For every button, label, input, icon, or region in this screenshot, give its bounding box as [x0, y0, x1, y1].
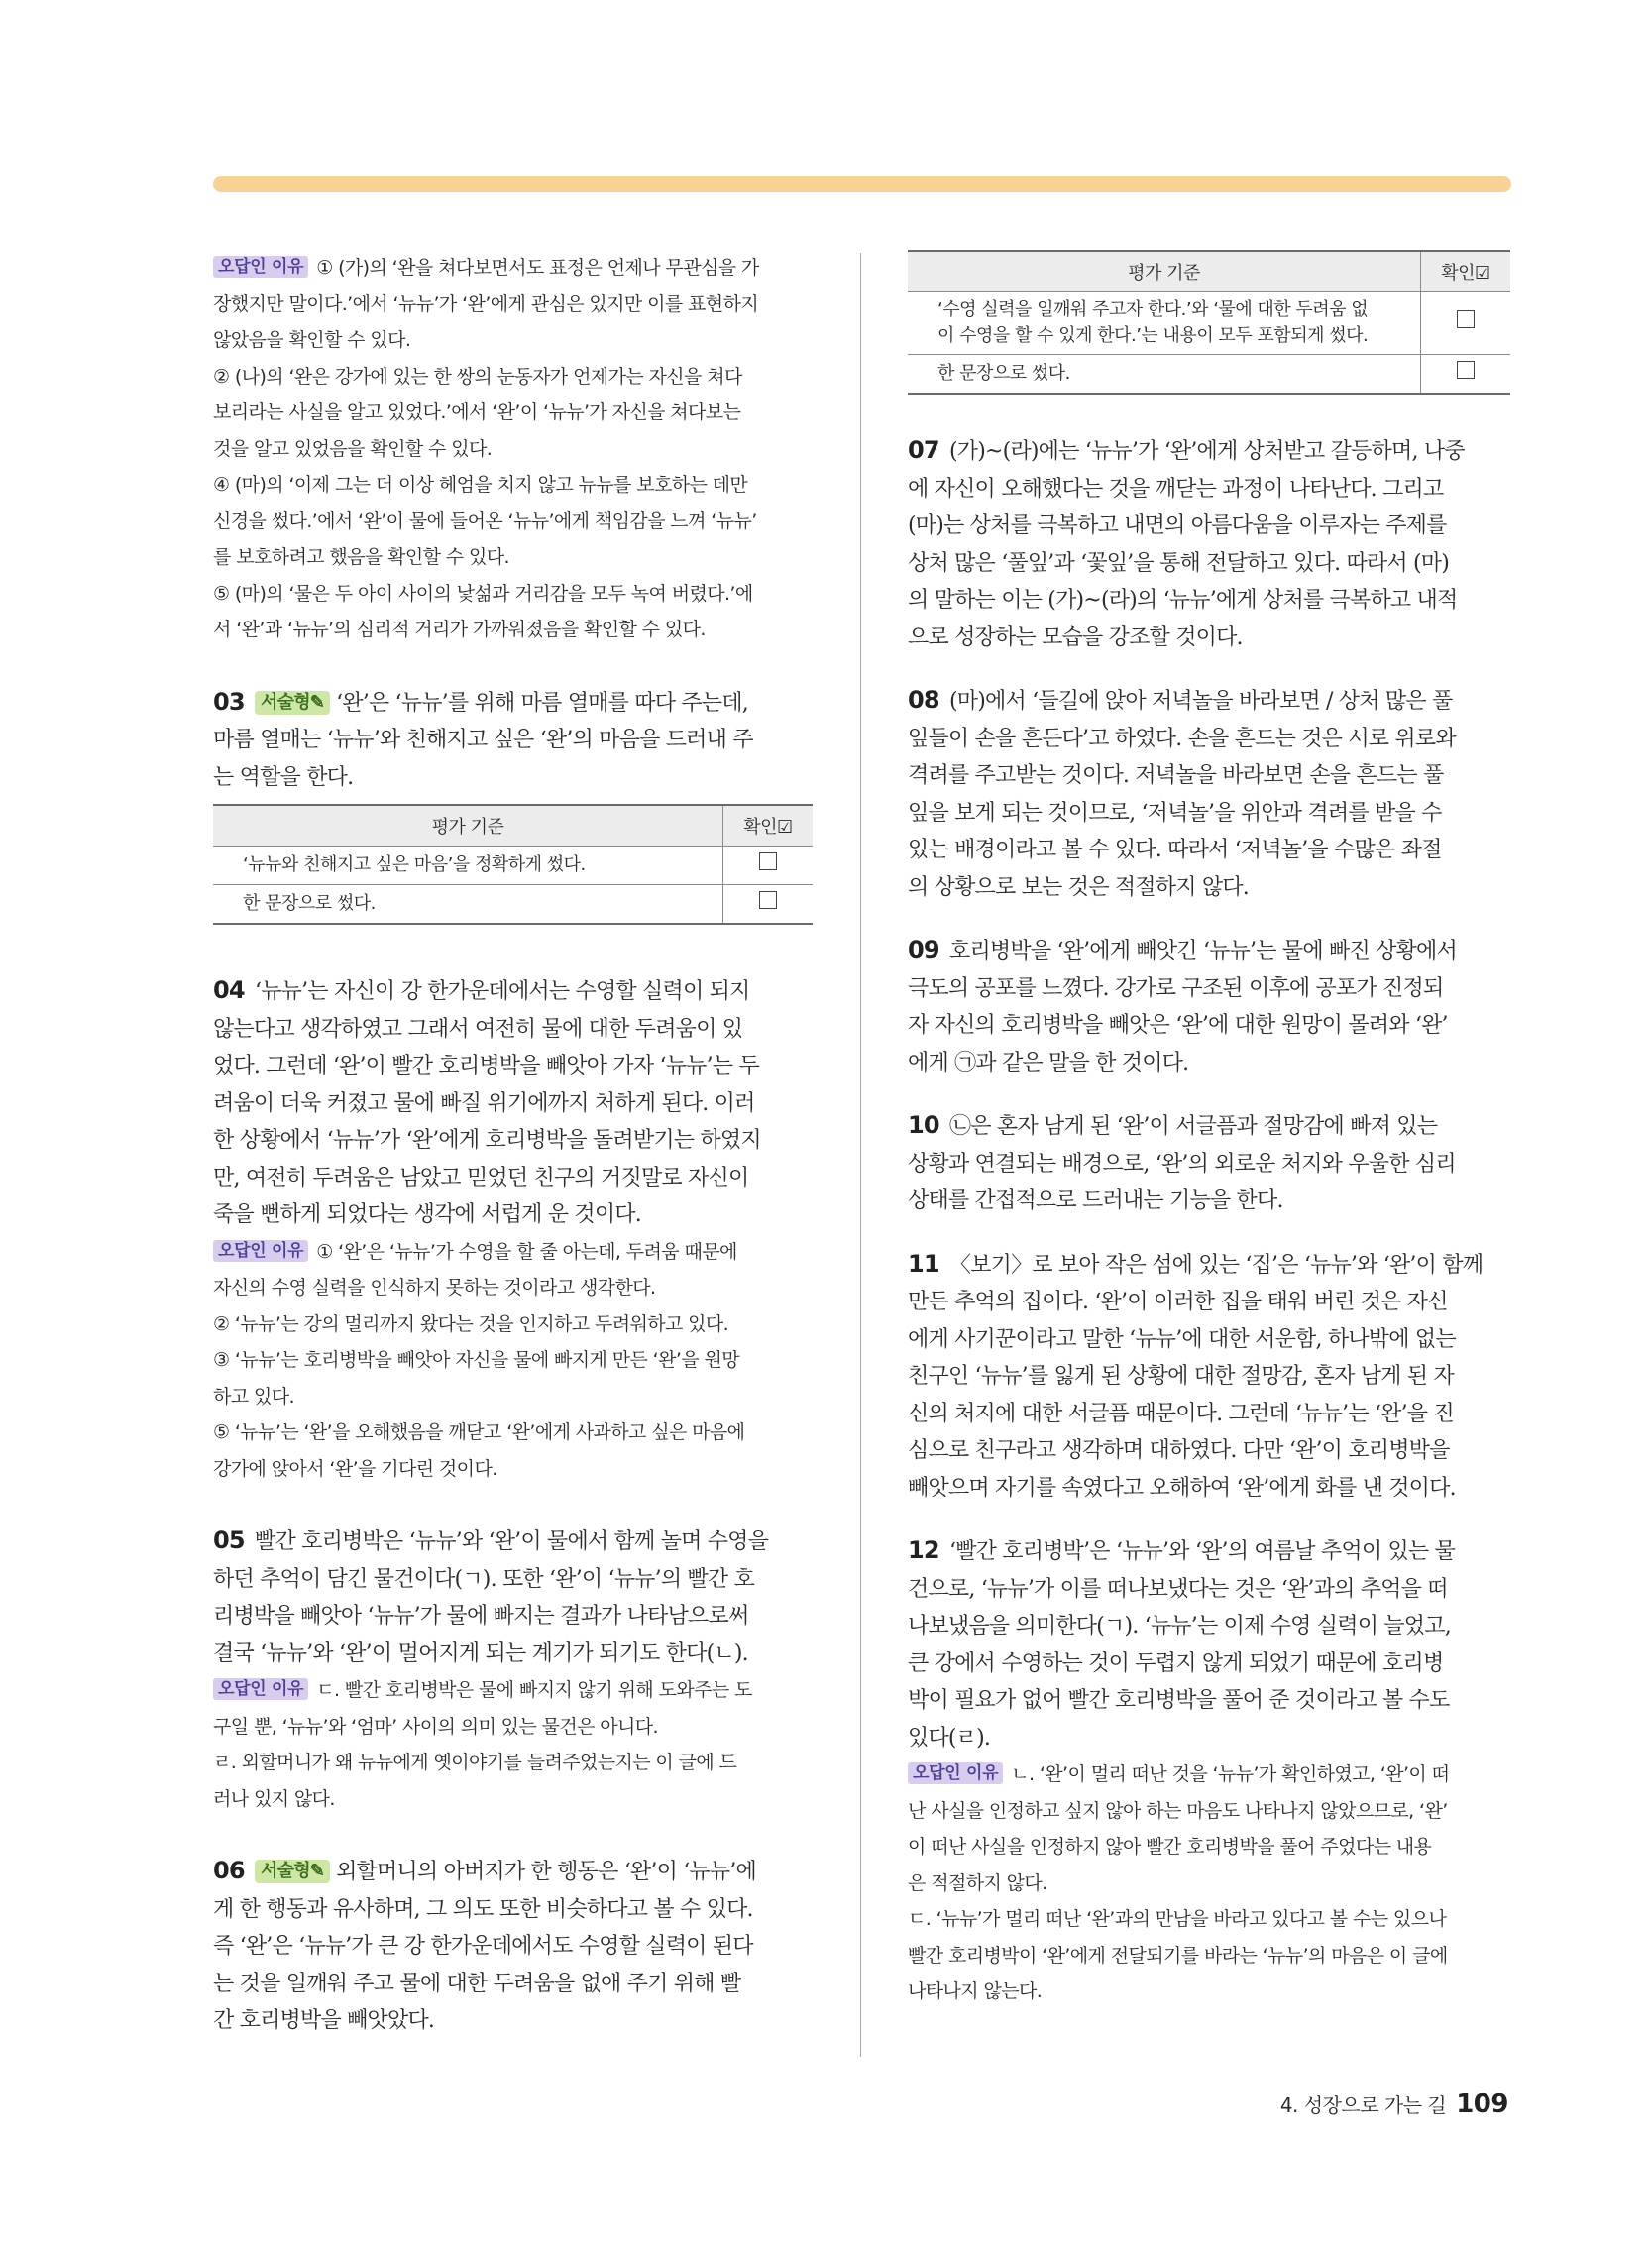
text-line: ㄹ. 외할머니가 왜 뉴뉴에게 옛이야기를 들려주었는지는 이 글에 드 — [213, 1752, 737, 1773]
text-line: 만, 여전히 두려움은 남았고 믿었던 친구의 거짓말로 자신이 — [213, 1165, 749, 1190]
wrong-reason-04 — [213, 1234, 813, 1488]
wrong-reason-badge: 오답인 이유 — [213, 1678, 308, 1700]
answer-06 — [213, 1853, 813, 2040]
text-line: (마)는 상처를 극복하고 내면의 아름다움을 이루자는 주제를 — [908, 513, 1447, 538]
question-number: 08 — [908, 686, 939, 714]
text-line: 는 것을 일깨워 주고 물에 대한 두려움을 없애 주기 위해 빨 — [213, 1971, 741, 1996]
table-row — [213, 885, 813, 925]
text-line: 신의 처지에 대한 서글픔 때문이다. 그런데 ‘뉴뉴’는 ‘완’을 진 — [908, 1401, 1454, 1426]
text-line: 〈보기〉로 보아 작은 섬에 있는 ‘집’은 ‘뉴뉴’와 ‘완’이 함께 — [949, 1252, 1484, 1278]
table-row — [908, 355, 1510, 395]
text-line: ‘수영 실력을 일깨워 주고자 한다.’와 ‘물에 대한 두려움 없 — [937, 299, 1369, 320]
text-line: 극도의 공포를 느꼈다. 강가로 구조된 이후에 공포가 진정되 — [908, 975, 1444, 1001]
table-header-check: 확인☑ — [723, 805, 814, 847]
question-number: 04 — [213, 976, 245, 1004]
text-line: ‘완’은 ‘뉴뉴’를 위해 마름 열매를 따다 주는데, — [336, 690, 748, 716]
text-line: 었다. 그런데 ‘완’이 빨간 호리병박을 빼앗아 가자 ‘뉴뉴’는 두 — [213, 1054, 759, 1078]
text-line: 자신의 수영 실력을 인식하지 못하는 것이라고 생각한다. — [213, 1277, 656, 1299]
text-line: 잎을 보게 되는 것이므로, ‘저녁놀’을 위안과 격려를 받을 수 — [908, 800, 1442, 826]
text-line: 하던 추억이 담긴 물건이다(ㄱ). 또한 ‘완’이 ‘뉴뉴’의 빨간 호 — [213, 1566, 755, 1592]
criteria-cell: 한 문장으로 썼다. — [908, 355, 1421, 395]
text-line: 죽을 뻔하게 되었다는 생각에 서럽게 운 것이다. — [213, 1202, 641, 1227]
text-line: ㉡은 혼자 남게 된 ‘완’이 서글픔과 절망감에 빠져 있는 — [949, 1114, 1438, 1139]
text-line: ‘뉴뉴’는 자신이 강 한가운데에서는 수영할 실력이 되지 — [255, 979, 750, 1004]
table-header-check: 확인☑ — [1421, 251, 1511, 292]
question-number: 12 — [908, 1536, 939, 1564]
pencil-icon: ✎ — [309, 691, 325, 713]
answer-08 — [908, 682, 1510, 906]
text-line: ① (가)의 ‘완을 쳐다보면서도 표정은 언제나 무관심을 가 — [316, 257, 759, 279]
essay-badge: 서술형✎ — [255, 691, 330, 715]
page-number: 109 — [1456, 2090, 1508, 2119]
text-line: 잎들이 손을 흔든다’고 하였다. 손을 흔드는 것은 서로 위로와 — [908, 726, 1456, 751]
chapter-title: 4. 성장으로 가는 길 — [1279, 2093, 1447, 2117]
text-line: 구일 뿐, ‘뉴뉴’와 ‘엄마’ 사이의 의미 있는 물건은 아니다. — [213, 1715, 658, 1738]
criteria-cell — [908, 292, 1421, 355]
text-line: 를 보호하려고 했음을 확인할 수 있다. — [213, 546, 509, 568]
text-line: 난 사실을 인정하고 싶지 않아 하는 마음도 나타나지 않았으므로, ‘완’ — [908, 1799, 1448, 1822]
answer-11 — [908, 1246, 1510, 1508]
question-number: 10 — [908, 1111, 939, 1139]
text-line: (가)~(라)에는 ‘뉴뉴’가 ‘완’에게 상처받고 갈등하며, 나중 — [949, 439, 1465, 464]
text-line: ③ ‘뉴뉴’는 호리병박을 빼앗아 자신을 물에 빠지게 만든 ‘완’을 원망 — [213, 1349, 739, 1371]
text-line: ⑤ ‘뉴뉴’는 ‘완’을 오해했음을 깨닫고 ‘완’에게 사과하고 싶은 마음에 — [213, 1421, 745, 1443]
text-line: 격려를 주고받는 것이다. 저녁놀을 바라보면 손을 흔드는 풀 — [908, 763, 1444, 788]
text-line: 는 역할을 한다. — [213, 764, 354, 790]
text-line: 큰 강에서 수영하는 것이 두렵지 않게 되었기 때문에 호리병 — [908, 1650, 1444, 1676]
text-line: 에게 사기꾼이라고 말한 ‘뉴뉴’에 대한 서운함, 하나밖에 없는 — [908, 1326, 1456, 1352]
text-line: 려움이 더욱 커졌고 물에 빠질 위기에까지 처하게 된다. 이러 — [213, 1090, 755, 1116]
text-line: ④ (마)의 ‘이제 그는 더 이상 헤엄을 치지 않고 뉴뉴를 보호하는 데만 — [213, 474, 748, 496]
answer-07 — [908, 432, 1510, 656]
table-header-criteria: 평가 기준 — [213, 805, 723, 847]
checkbox[interactable] — [1457, 310, 1475, 328]
text-line: 한 상황에서 ‘뉴뉴’가 ‘완’에게 호리병박을 돌려받기는 하였지 — [213, 1128, 761, 1153]
text-line: ㄷ. 빨간 호리병박은 물에 빠지지 않기 위해 도와주는 도 — [316, 1679, 752, 1701]
evaluation-table-03 — [213, 804, 813, 925]
text-line: 나타나지 않는다. — [908, 1980, 1043, 2002]
answer-12 — [908, 1532, 1510, 1756]
answer-05 — [213, 1523, 813, 1672]
text-line: 에게 ㉠과 같은 말을 한 것이다. — [908, 1050, 1189, 1075]
text-line: 으로 성장하는 모습을 강조할 것이다. — [908, 624, 1243, 650]
text-line: 러나 있지 않다. — [213, 1787, 335, 1810]
wrong-reason-badge: 오답인 이유 — [213, 1240, 308, 1262]
text-line: ② (나)의 ‘완은 강가에 있는 한 쌍의 눈동자가 언제가는 자신을 쳐다 — [213, 365, 742, 388]
text-line: ㄴ. ‘완’이 멀리 떠난 것을 ‘뉴뉴’가 확인하였고, ‘완’이 떠 — [1011, 1763, 1450, 1785]
text-line: 리병박을 빼앗아 ‘뉴뉴’가 물에 빠지는 결과가 나타남으로써 — [213, 1604, 749, 1629]
essay-badge: 서술형✎ — [255, 1860, 330, 1883]
table-header-criteria: 평가 기준 — [908, 251, 1421, 292]
question-number: 03 — [213, 687, 245, 716]
text-line: 상황과 연결되는 배경으로, ‘완’의 외로운 처지와 우울한 심리 — [908, 1151, 1456, 1177]
text-line: 친구인 ‘뉴뉴’를 잃게 된 상황에 대한 절망감, 혼자 남게 된 자 — [908, 1364, 1454, 1389]
checkbox[interactable] — [1457, 361, 1475, 379]
checkbox[interactable] — [759, 891, 777, 909]
text-line: 심으로 친구라고 생각하며 대하였다. 다만 ‘완’이 호리병박을 — [908, 1438, 1450, 1463]
text-line: 않았음을 확인할 수 있다. — [213, 329, 411, 351]
text-line: 강가에 앉아서 ‘완’을 기다린 것이다. — [213, 1457, 497, 1480]
text-line: 서 ‘완’과 ‘뉴뉴’의 심리적 거리가 가까워졌음을 확인할 수 있다. — [213, 619, 706, 640]
text-line: 않는다고 생각하였고 그래서 여전히 물에 대한 두려움이 있 — [213, 1016, 743, 1042]
question-number: 06 — [213, 1857, 245, 1884]
text-line: 상태를 간접적으로 드러내는 기능을 한다. — [908, 1188, 1283, 1213]
text-line: 상처 많은 ‘풀잎’과 ‘꽃잎’을 통해 전달하고 있다. 따라서 (마) — [908, 550, 1450, 576]
question-number: 07 — [908, 436, 939, 464]
text-line: ② ‘뉴뉴’는 강의 멀리까지 왔다는 것을 인지하고 두려워하고 있다. — [213, 1312, 729, 1335]
text-line: 은 적절하지 않다. — [908, 1871, 1047, 1894]
right-column — [908, 250, 1510, 2010]
left-column — [213, 250, 813, 2040]
text-line: 호리병박을 ‘완’에게 빼앗긴 ‘뉴뉴’는 물에 빠진 상황에서 — [949, 939, 1457, 963]
text-line: 하고 있다. — [213, 1385, 294, 1408]
text-line: 빨간 호리병박이 ‘완’에게 전달되기를 바라는 ‘뉴뉴’의 마음은 이 글에 — [908, 1944, 1448, 1967]
text-line: 즉 ‘완’은 ‘뉴뉴’가 큰 강 한가운데에서도 수영할 실력이 된다 — [213, 1934, 753, 1959]
text-line: 의 상황으로 보는 것은 적절하지 않다. — [908, 874, 1249, 900]
text-line: 신경을 썼다.’에서 ‘완’이 물에 들어온 ‘뉴뉴’에게 책임감을 느껴 ‘뉴뉴’ — [213, 509, 757, 532]
text-line: 외할머니의 아버지가 한 행동은 ‘완’이 ‘뉴뉴’에 — [336, 1860, 756, 1884]
text-line: ‘빨간 호리병박’은 ‘뉴뉴’와 ‘완’의 여름날 추억이 있는 물 — [949, 1539, 1456, 1564]
question-number: 05 — [213, 1527, 245, 1554]
page-footer — [1280, 2090, 1508, 2119]
checkbox[interactable] — [759, 852, 777, 870]
wrong-reason-05 — [213, 1672, 813, 1817]
answer-10 — [908, 1107, 1510, 1220]
text-line: 빼앗으며 자기를 속였다고 오해하여 ‘완’에게 화를 낸 것이다. — [908, 1475, 1456, 1501]
criteria-cell: 한 문장으로 썼다. — [213, 885, 723, 925]
text-line: 만든 추억의 집이다. ‘완’이 이러한 집을 태워 버린 것은 자신 — [908, 1290, 1448, 1314]
text-line: 이 떠난 사실을 인정하지 않아 빨간 호리병박을 풀어 주었다는 내용 — [908, 1836, 1432, 1858]
text-line: ① ‘완’은 ‘뉴뉴’가 수영을 할 줄 아는데, 두려움 때문에 — [316, 1240, 737, 1263]
wrong-reason-12 — [908, 1756, 1510, 2010]
text-line: 이 수영을 할 수 있게 한다.’는 내용이 모두 포함되게 썼다. — [937, 325, 1369, 346]
table-row — [213, 847, 813, 885]
text-line: ⑤ (마)의 ‘물은 두 아이 사이의 낯섦과 거리감을 모두 녹여 버렸다.’에 — [213, 582, 753, 605]
text-line: 게 한 행동과 유사하며, 그 의도 또한 비슷하다고 볼 수 있다. — [213, 1896, 753, 1922]
answer-03 — [213, 684, 813, 797]
text-line: 박이 필요가 없어 빨간 호리병박을 풀어 준 것이라고 볼 수도 — [908, 1688, 1450, 1713]
question-number: 09 — [908, 936, 939, 963]
column-divider — [860, 253, 861, 2057]
question-number: 11 — [908, 1249, 939, 1278]
answer-04 — [213, 972, 813, 1234]
text-line: ㄷ. ‘뉴뉴’가 멀리 떠난 ‘완’과의 만남을 바라고 있다고 볼 수는 있으나 — [908, 1908, 1447, 1930]
text-line: 간 호리병박을 빼앗았다. — [213, 2008, 435, 2033]
text-line: 마름 열매는 ‘뉴뉴’와 친해지고 싶은 ‘완’의 마음을 드러내 주 — [213, 728, 753, 752]
pencil-icon: ✎ — [309, 1861, 325, 1881]
answer-09 — [908, 932, 1510, 1081]
top-accent-bar — [213, 176, 1511, 192]
text-line: 있다(ㄹ). — [908, 1725, 991, 1751]
text-line: 있는 배경이라고 볼 수 있다. 따라서 ‘저녁놀’을 수많은 좌절 — [908, 838, 1442, 862]
wrong-reason-02 — [213, 250, 813, 648]
evaluation-table-06 — [908, 250, 1510, 395]
text-line: 에 자신이 오해했다는 것을 깨닫는 과정이 나타난다. 그리고 — [908, 476, 1444, 502]
table-row — [908, 292, 1510, 355]
text-line: 것을 알고 있었음을 확인할 수 있다. — [213, 437, 493, 460]
text-line: 건으로, ‘뉴뉴’가 이를 떠나보냈다는 것은 ‘완’과의 추억을 떠 — [908, 1576, 1448, 1602]
criteria-cell: ‘뉴뉴와 친해지고 싶은 마음’을 정확하게 썼다. — [213, 847, 723, 885]
text-line: 자 자신의 호리병박을 빼앗은 ‘완’에 대한 원망이 몰려와 ‘완’ — [908, 1013, 1448, 1038]
wrong-reason-badge: 오답인 이유 — [908, 1762, 1003, 1784]
text-line: 빨간 호리병박은 ‘뉴뉴’와 ‘완’이 물에서 함께 놀며 수영을 — [255, 1529, 769, 1554]
text-line: 의 말하는 이는 (가)~(라)의 ‘뉴뉴’에게 상처를 극복하고 내적 — [908, 588, 1458, 613]
wrong-reason-badge: 오답인 이유 — [213, 256, 308, 278]
text-line: (마)에서 ‘들길에 앉아 저녁놀을 바라보면 / 상처 많은 풀 — [949, 689, 1453, 714]
text-line: 보리라는 사실을 알고 있었다.’에서 ‘완’이 ‘뉴뉴’가 자신을 쳐다보는 — [213, 401, 741, 423]
text-line: 장했지만 말이다.’에서 ‘뉴뉴’가 ‘완’에게 관심은 있지만 이를 표현하지 — [213, 292, 759, 315]
text-line: 결국 ‘뉴뉴’와 ‘완’이 멀어지게 되는 계기가 되기도 한다(ㄴ). — [213, 1641, 748, 1666]
text-line: 나보냈음을 의미한다(ㄱ). ‘뉴뉴’는 이제 수영 실력이 늘었고, — [908, 1614, 1451, 1639]
